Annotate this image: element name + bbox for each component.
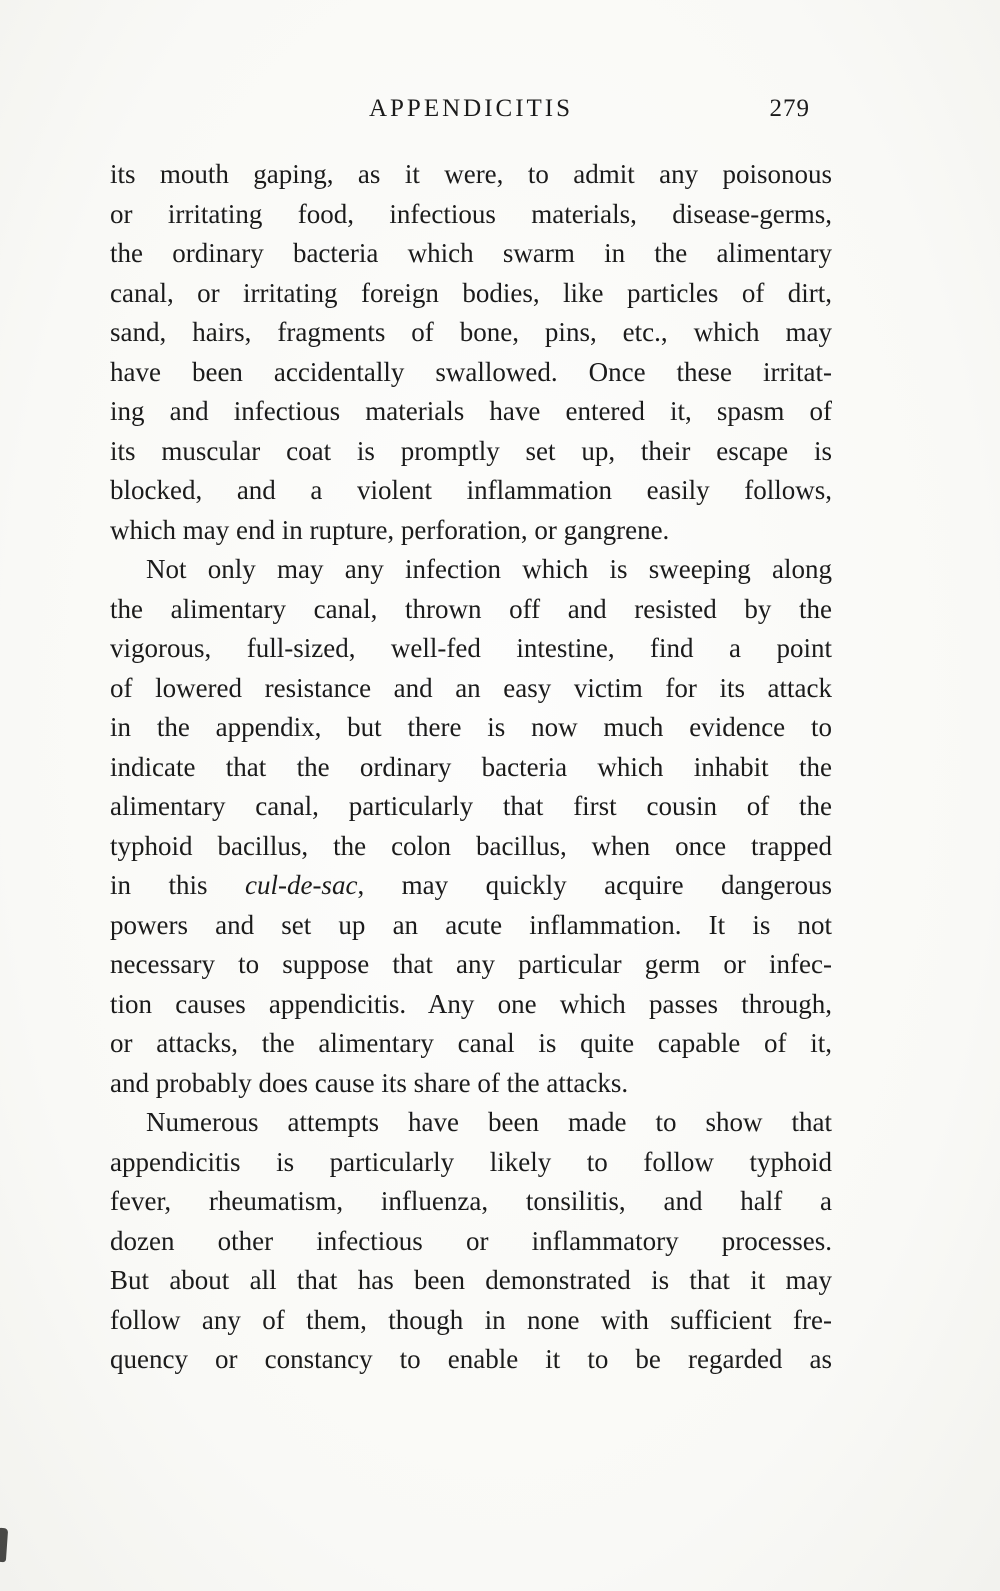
text-body [110,155,832,1380]
text-line: blocked, and a violent inflammation easily follows, [110,475,832,505]
running-head [110,95,832,137]
text-segment: in this [110,870,245,900]
text-line: indicate that the ordinary bacteria which inhabit the [110,751,832,782]
text-line: follow any of them, though in none with sufficient fre- [110,1304,832,1335]
text-line [110,866,832,906]
text-line: have been accidentally swallowed. Once these irritat- [110,356,832,387]
text-line: vigorous, full-sized, well-fed intestine, find a point [110,633,832,663]
text-line: and probably does cause its share of the attacks. [110,1067,629,1098]
text-line: of lowered resistance and an easy victim for its attack [110,672,832,703]
text-line: typhoid bacillus, the colon bacillus, when once trapped [110,830,832,861]
text-line: powers and set up an acute inflammation. It is not [110,909,832,940]
text-line: Not only may any infection which is sweeping along [146,554,832,584]
text-line: canal, or irritating foreign bodies, like particles of dirt, [110,277,832,308]
text-line: quency or constancy to enable it to be regarded as [110,1344,832,1374]
text-line: its muscular coat is promptly set up, their escape is [110,435,832,466]
text-line: appendicitis is particularly likely to follow typhoid [110,1146,832,1177]
text-line: dozen other infectious or inflammatory processes. [110,1225,832,1256]
text-line: its mouth gaping, as it were, to admit any poisonous [110,159,832,189]
text-line: which may end in rupture, perforation, or gangrene. [110,514,670,545]
text-line: or attacks, the alimentary canal is quite capable of it, [110,1028,832,1058]
text-line: the alimentary canal, thrown off and resisted by the [110,593,832,624]
text-line: or irritating food, infectious materials, disease-germs, [110,198,832,229]
text-line: the ordinary bacteria which swarm in the alimentary [110,238,832,268]
text-line: tion causes appendicitis. Any one which passes through, [110,988,832,1019]
page-number: 279 [769,95,810,122]
text-line: ing and infectious materials have entered it, spasm of [110,396,832,426]
text-column [110,95,832,1380]
text-line: sand, hairs, fragments of bone, pins, etc., which may [110,317,832,347]
page-title: APPENDICITIS [368,95,574,122]
text-line: fever, rheumatism, influenza, tonsilitis, and half a [110,1186,832,1216]
text-line: Numerous attempts have been made to show that [146,1107,832,1137]
scan-artifact [0,1528,8,1563]
text-line: alimentary canal, particularly that first cousin of the [110,791,832,821]
text-line: in the appendix, but there is now much evidence to [110,712,832,742]
text-segment: , may quickly acquire dangerous [357,870,832,900]
text-line: necessary to suppose that any particular germ or infec- [110,949,832,979]
italic-phrase: cul-de-sac [244,870,358,900]
text-line: But about all that has been demonstrated is that it may [110,1265,832,1295]
